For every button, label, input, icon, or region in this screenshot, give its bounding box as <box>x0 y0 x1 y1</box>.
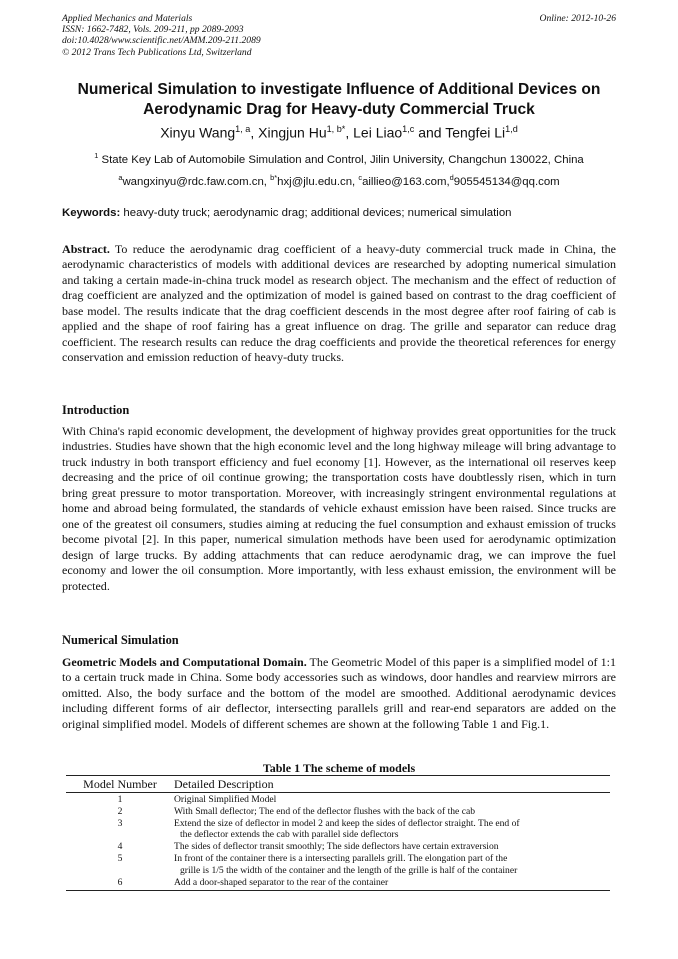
model-number-cell: 1 <box>117 794 123 805</box>
email-link[interactable]: wangxinyu@rdc.faw.com.cn, <box>122 175 271 188</box>
author-name: Xinyu Wang <box>160 124 236 141</box>
table-header-row <box>66 776 610 793</box>
description-line: grille is 1/5 the width of the container and the length of the grille is half of the container <box>180 864 518 876</box>
online-date: Online: 2012-10-26 <box>539 13 616 24</box>
table-body <box>66 793 610 890</box>
geometric-models-paragraph <box>62 655 616 732</box>
description-cell <box>174 877 610 889</box>
description-line: With Small deflector; The end of the deflector flushes with the back of the cab <box>174 805 476 817</box>
description-line: Add a door-shaped separator to the rear of the container <box>174 876 389 888</box>
model-number-cell: 6 <box>117 876 123 888</box>
keywords <box>62 207 622 219</box>
author-separator: , <box>250 124 259 141</box>
model-number-cell: 4 <box>117 841 123 853</box>
email-link[interactable]: aillieo@163.com, <box>362 175 450 188</box>
model-number-cell: 2 <box>117 805 123 817</box>
table-header-cell: Model Number <box>83 777 157 791</box>
table-caption: Table 1 The scheme of models <box>262 761 416 775</box>
table-header-cell: Detailed Description <box>174 777 274 791</box>
numerical-simulation-heading: Numerical Simulation <box>62 633 179 647</box>
geometric-models-label: Geometric Models and Computational Domain. <box>62 655 307 669</box>
description-line: Extend the size of deflector in model 2 and keep the sides of deflector straight. The end of <box>174 817 520 829</box>
author-separator: , <box>345 124 354 141</box>
author-name: Lei Liao <box>353 124 403 141</box>
description-line: The sides of deflector transit smoothly; The side deflectors have certain extraversion <box>174 841 499 853</box>
model-number-cell: 3 <box>117 817 123 829</box>
table-row <box>66 818 610 842</box>
table-row <box>66 806 610 818</box>
description-cell <box>174 818 610 842</box>
geometric-models-text: The Geometric Model of this paper is a simplified model of 1:1 to a certain truck made in China. Some body accessories such as windows, door handles and rearview mirrors are omitted. Also, the body surface and the bottom of the model are smoothed. Additional aerodynamic devices including different forms of air deflector, intersecting parallels grill and rear-end separators are added on the original simplified model. Models of different schemes are shown at the following Table 1 and Fig.1. <box>62 655 616 731</box>
table-row <box>66 853 610 877</box>
author-list <box>40 124 638 141</box>
author-name: Tengfei Li <box>445 124 506 141</box>
issn-line: ISSN: 1662-7482, Vols. 209-211, pp 2089-2093 <box>62 24 244 36</box>
introduction-text: With China's rapid economic development, the development of highway provides great opportunities for the truck industries. Studies have shown that the high economic level and the long highway mileage will bring advantage to truck industry in both transport efficiency and fuel economy [1]. However, as the international oil reserves keep decreasing and the price of oil continue growing; the transportation costs have doubtlessly risen, which in turn bring great pressure to motor transportation. Moreover, with increasingly stringent environmental regulations at home and abroad being formulated, the standards of vehicle exhaust emission have been raised. Since trucks are one of the greatest oil consumers, studies aiming at reducing the fuel consumption and exhaust emission of trucks become pivotal [2]. In this paper, numerical simulation methods have been used for aerodynamic optimization design of large trucks. By adding attachments that can reduce aerodynamic drag, we can improve the fuel economy and lower the oil consumption. More importantly, with less exhaust emission, the environment will be protected. <box>62 424 616 593</box>
keywords-text: heavy-duty truck; aerodynamic drag; additional devices; numerical simulation <box>120 207 512 219</box>
copyright-line: © 2012 Trans Tech Publications Ltd, Switzerland <box>62 46 252 58</box>
paper-title <box>40 80 638 120</box>
keywords-label: Keywords: <box>62 207 121 219</box>
description-cell <box>174 794 610 806</box>
title-line-2: Aerodynamic Drag for Heavy-duty Commercial Truck <box>143 101 535 118</box>
email-sup: a <box>118 173 123 182</box>
abstract <box>62 242 616 366</box>
description-cell <box>174 841 610 853</box>
abstract-label: Abstract. <box>62 242 110 256</box>
email-link[interactable]: 905545134@qq.com <box>453 175 560 188</box>
journal-name: Applied Mechanics and Materials <box>62 13 193 24</box>
affiliation-text: State Key Lab of Automobile Simulation and Control, Jilin University, Changchun 130022, China <box>98 153 584 166</box>
doi-line: doi:10.4028/www.scientific.net/AMM.209-211.2089 <box>62 35 261 47</box>
introduction-heading: Introduction <box>62 403 130 417</box>
model-number-cell: 5 <box>117 852 123 864</box>
email-sup: c <box>358 173 363 182</box>
table-row <box>66 794 610 806</box>
description-line: Original Simplified Model <box>174 794 277 805</box>
author-name: Xingjun Hu <box>258 124 327 141</box>
affiliation-sup: 1 <box>94 151 99 160</box>
email-link[interactable]: hxj@jlu.edu.cn, <box>277 175 359 188</box>
description-cell <box>174 853 610 877</box>
email-sup: d <box>449 173 454 182</box>
abstract-text: To reduce the aerodynamic drag coefficient of a heavy-duty commercial truck made in China, the aerodynamic characteristics of models with additional devices are researched by adopting numerical simulation and taking a certain made-in-china truck model as research object. The mechanism and the effect of reduction of drag coefficient are analyzed and the optimization of model is gained based on contrast to the drag coefficient of base model. The results indicate that the drag coefficient descends in the most degree after roof fairing of cab is applied and the shape of roof fairing has a great influence on drag. The grille and separator can reduce drag coefficient. The research results can reduce the drag coefficients and provide the theoretical references for energy conservation and emission reduction of heavy-duty trucks. <box>62 242 616 365</box>
author-sup: 1,d <box>505 124 518 134</box>
author-sup: 1, b* <box>326 124 346 134</box>
title-line-1: Numerical Simulation to investigate Influence of Additional Devices on <box>77 81 601 98</box>
scheme-table <box>66 775 610 891</box>
description-cell <box>174 806 610 818</box>
author-sup: 1, a <box>235 124 251 134</box>
table-row <box>66 877 610 889</box>
description-line: the deflector extends the cab with parallel side deflectors <box>180 829 399 841</box>
author-separator: and <box>414 124 446 141</box>
email-list <box>40 173 638 188</box>
email-sup: b* <box>270 173 278 182</box>
affiliation <box>40 151 638 166</box>
journal-header <box>62 13 261 58</box>
description-line: In front of the container there is a intersecting parallels grill. The elongation part of the <box>174 852 508 864</box>
table-row <box>66 841 610 853</box>
author-sup: 1,c <box>402 124 415 134</box>
